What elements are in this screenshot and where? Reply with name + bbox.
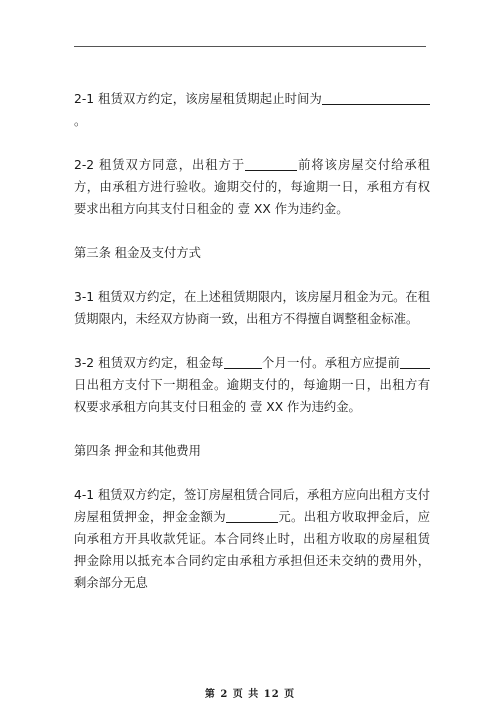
clause-2-2-text-start: 2-2 租赁双方同意，出租方于 xyxy=(74,158,246,172)
clause-4-1-text-end: 元。出租方收取押金后，应向承租方开具收款凭证。本合同终止时，出租方收取的房屋租赁押金除用以抵充本合同约定由承租方承担但还未交纳的费用外，剩余部分无息 xyxy=(74,510,430,590)
clause-2-2-text-end: 前将该房屋交付给承租方，由承租方进行验收。逾期交付的，每逾期一日，承租方有权要求出租方向其支付日租金的 壹 XX 作为违约金。 xyxy=(74,158,430,216)
header-rule xyxy=(74,46,426,47)
clause-4-1-text-start: 4-1 租赁双方约定，签订房屋租赁合同后，承租方应向出租方支付房屋租赁押金，押金金额为 xyxy=(74,488,431,524)
payment-interval-blank[interactable] xyxy=(224,354,262,369)
clause-2-2 xyxy=(74,154,430,220)
clause-2-1-end: 。 xyxy=(74,114,87,128)
clause-3-2-part1: 3-2 租赁双方约定，租金每 xyxy=(74,356,224,370)
deposit-amount-blank[interactable] xyxy=(226,508,278,523)
clause-2-1-text: 2-1 租赁双方约定，该房屋租赁期起止时间为 xyxy=(74,92,322,106)
clause-4-1 xyxy=(74,484,430,594)
article-4-heading: 第四条 押金和其他费用 xyxy=(74,444,201,458)
delivery-date-blank[interactable] xyxy=(245,156,297,171)
clause-3-2-part2: 个月一付。承租方应提前 xyxy=(261,356,400,370)
clause-3-1: 3-1 租赁双方约定，在上述租赁期限内，该房屋月租金为元。在租赁期限内，未经双方协商一致，出租方不得擅自调整租金标准。 xyxy=(74,290,431,326)
clause-2-1 xyxy=(74,88,430,132)
clause-3-2 xyxy=(74,352,430,418)
clause-3-2-part3: 日出租方支付下一期租金。逾期支付的，每逾期一日，出租方有权要求承租方向其支付日租金的 壹 XX 作为违约金。 xyxy=(74,378,430,414)
advance-days-blank[interactable] xyxy=(400,354,430,369)
lease-term-blank[interactable] xyxy=(322,90,430,105)
page-number: 第 2 页 共 12 页 xyxy=(204,689,296,700)
article-3-heading: 第三条 租金及支付方式 xyxy=(74,246,201,260)
document-body xyxy=(74,88,430,594)
